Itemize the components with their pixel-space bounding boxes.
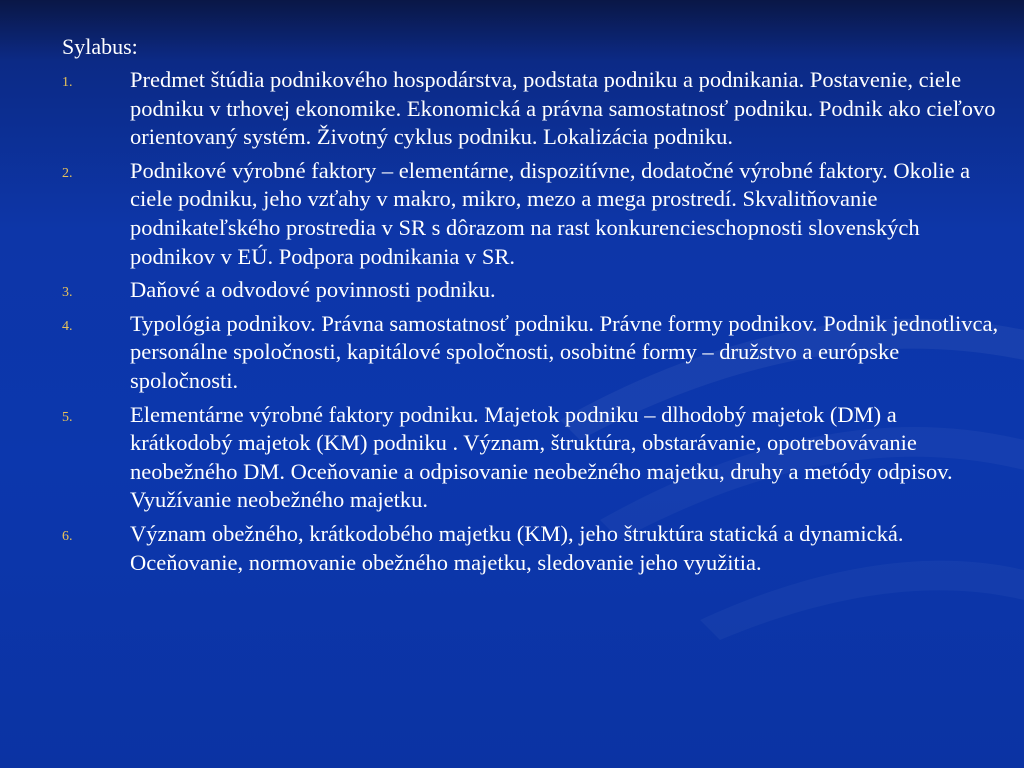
slide-content — [62, 32, 1002, 582]
list-item — [62, 401, 1002, 515]
list-item-number: 1. — [62, 75, 73, 90]
list-item — [62, 157, 1002, 271]
list-item-number: 2. — [62, 165, 73, 181]
list-item-number: 4. — [62, 318, 73, 334]
list-item — [62, 66, 1002, 152]
list-item-text: Význam obežného, krátkodobého majetku (KM), jeho štruktúra statická a dynamická. Oceňovanie, normovanie obežného majetku, sledovanie jeho využitia. — [130, 520, 904, 575]
list-item-text: Typológia podnikov. Právna samostatnosť podniku. Právne formy podnikov. Podnik jednotlivca, personálne spoločnosti, kapitálové spoločnosti, osobitné formy – družstvo a európske spoločnosti. — [130, 310, 999, 393]
list-item-text: Podnikové výrobné faktory – elementárne, dispozitívne, dodatočné výrobné faktory. Okolie a ciele podniku, jeho vzťahy v makro, mikro, mezo a mega prostredí. Skvalitňovanie podnikateľského prostredia v SR s dôrazom na rast konkurencieschopnosti slovenských podnikov v EÚ. Podpora podnikania v SR. — [130, 157, 971, 269]
list-item-text: Predmet štúdia podnikového hospodárstva, podstata podniku a podnikania. Postavenie, ciele podniku v trhovej ekonomike. Ekonomická a právna samostatnosť podniku. Podnik ako cieľovo orientovaný systém. Životný cyklus podniku. Lokalizácia podniku. — [130, 67, 996, 150]
syllabus-list — [62, 66, 1002, 577]
list-item-text: Elementárne výrobné faktory podniku. Majetok podniku – dlhodobý majetok (DM) a krátkodobý majetok (KM) podniku . Význam, štruktúra, obstarávanie, opotrebovávanie neobežného DM. Oceňovanie a odpisovanie neobežného majetku, druhy a metódy odpisov. Využívanie neobežného majetku. — [130, 401, 953, 513]
list-item — [62, 276, 1002, 305]
list-item-text: Daňové a odvodové povinnosti podniku. — [130, 277, 496, 303]
list-item-number: 6. — [62, 528, 73, 544]
list-item — [62, 310, 1002, 396]
list-item — [62, 520, 1002, 577]
list-item-number: 5. — [62, 409, 73, 425]
list-item-number: 3. — [62, 285, 73, 301]
slide-heading: Sylabus: — [62, 34, 138, 59]
